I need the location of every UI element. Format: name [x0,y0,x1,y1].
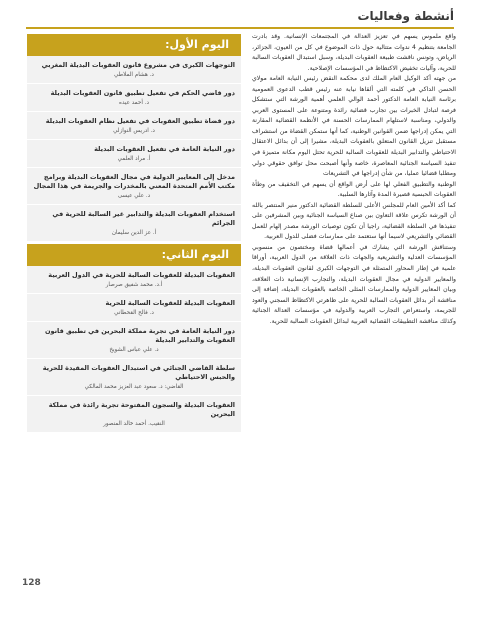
article-paragraph: وستناقش الورشة التي يشارك في أعمالها قضاة ومختصون من منسوبي المؤسسات العدلية والتشريعية والجهات ذات العلاقة من الدول العربية، أوراقا علمية في إطار المحاور المتمثلة في التوجهات الكبرى لقانون العقوبات البديلة، والمعايير الدولية في مجال العقوبات البديلة، والتجارب الإنسانية ذات العلاقة، وبيان المعايير الدولية والممارسات المثلى الخاصة بالعقوبات البديلة، إضافة إلى مناقشة أثر بدائل العقوبات السالبة للحرية على ظاهرتي الاكتظاظ السجني والعود للجريمة، واستعراض التجارب العربية والدولية في مؤسسات العدالة الجنائية وكذلك مناقشة التطبيقات القضائية العربية لبدائل العقوبات السالبة للحرية. [252,243,456,325]
session-item [27,294,241,322]
session-speaker: أ. عز الدين سليمان [111,230,157,236]
session-speaker: د. علي عيسى [117,193,151,199]
session-title: استخدام العقوبات البديلة والتدابير غير السالبة للحرية في الجرائم [52,210,235,227]
session-item [27,396,241,433]
session-speaker: د. أحمد عيده [119,100,149,106]
section-title: أنشطة وفعاليات [357,9,454,23]
session-speaker: د. ادريس النوازلي [113,128,155,134]
session-title: التوجهات الكبرى في مشروع قانون العقوبات البديلة المغربي [41,61,235,69]
article-body [252,32,456,572]
session-speaker: أ.د. محمد شفيق صرصار [105,282,163,288]
session-title: مدخل إلى المعايير الدولية في مجال العقوبات البديلة وبرامج مكتب الأمم المتحدة المعني بالمخدرات والجريمة في هذا المجال [33,173,235,190]
article-paragraph: من جهته أكد الوكيل العام الملك لدى محكمة النقض رئيس النيابة العامة مولاي الحسن الداكي في كلمته التي ألقاها نيابة عنه رئيس قطب الدعوى العمومية برئاسة النيابة العامة الدكتور أحمد الوالي العلمي أهمية الورشة التي ستشكل فرصة لتبادل الخبرات بين تجارب قضائية رائدة ومتنوعة على المستوى العربي والدولي، ومناسبة لاستلهام الممارسات الحسنة في الأنظمة القضائية المقارنة التي يمكن إدراجها ضمن القوانين الوطنية، كما أنها ستمكن القضاة من استشراف مستقبل تنزيل القانون المتعلق بالعقوبات البديلة، مشيرا إلى أن بدائل الاعتقال الاحتياطي والتدابير البديلة للعقوبات السالبة للحرية تحتل اليوم مكانة متميزة في تنفيذ السياسة الجنائية المعاصرة، خاصة وأنها أصبحت محل توافق حقوقي دولي ومطلبا قضائيا عمليا، من شأن إدراجها في التشريعات [252,75,456,178]
session-title: العقوبات البديلة للعقوبات السالبة للحرية في الدول العربية [48,271,235,279]
session-item [27,140,241,168]
session-item [27,266,241,294]
program-sidebar [27,34,241,584]
session-item [27,322,241,359]
session-item [27,205,241,242]
session-title: العقوبات البديلة والسجون المفتوحة تجربة رائدة في مملكة البحرين [48,401,235,418]
page-number: 128 [22,578,41,588]
day2-title: اليوم الثاني: [27,244,241,266]
day1-sessions [27,56,241,242]
session-item [27,359,241,396]
day1-title: اليوم الأول: [27,34,241,56]
session-item [27,84,241,112]
session-title: سلطة القاضي الجنائي في استبدال العقوبات المقيدة للحرية والحبس الاحتياطي [42,364,235,381]
header-divider [26,27,454,29]
session-speaker: د. هشام الملاطي [114,72,154,78]
session-title: دور النيابة العامة في تفعيل العقوبات البديلة [94,145,235,153]
page-header [0,0,480,30]
session-item [27,56,241,84]
session-item [27,168,241,205]
session-title: دور النيابة العامة في تجربة مملكة البحرين في تطبيق قانون العقوبات والتدابير البديلة [44,327,235,344]
article-paragraph: الوطنية والتطبيق الفعلي لها على أرض الواقع أن يسهم في التخفيف من وطأة العقوبات الحبسية قصيرة المدة وآثارها السلبية. [252,180,456,199]
session-item [27,112,241,140]
session-title: دور قاضي الحكم في تفعيل تطبيق قانون العقوبات البديلة [50,89,235,97]
session-speaker: القاضي: د. سعود عبد العزيز محمد المالكي [84,384,184,390]
session-speaker: د. فالح القحطاني [114,310,154,316]
session-title: العقوبات البديلة للعقوبات السالبة للحرية [105,299,235,307]
day2-sessions [27,266,241,433]
article-paragraph: كما أكد الأمين العام للمجلس الأعلى للسلطة القضائية الدكتور منير المنتصر بالله أن الورشة تكرس علاقة التعاون بين صناع السياسة الجنائية وبين المشرفين على تنفيذها في السلطة القضائية، راجيا أن تكون توصيات الورشة مصدر إلهام للعمل القضائي والتشريعي لاسيما أنها ستعتمد على ممارسات فضلى للدول العربية. [252,201,456,241]
session-speaker: النقيب. أحمد خالد المنصور [103,421,165,427]
session-title: دور قضاة تطبيق العقوبات في تفعيل نظام العقوبات البديلة [45,117,235,125]
article-paragraph: واقع ملموس يسهم في تعزيز العدالة في المجتمعات الإنسانية. وقد بادرت الجامعة بتنظيم 4 ندوات متتالية حول ذات الموضوع في كل من العيون، الجزائر، الرياض، وتونس ناقشت طبيعة العقوبات البديلة، وسبل استبدال العقوبات السالبة للحرية، وآليات تخفيض الاكتظاظ في المؤسسات الإصلاحية. [252,33,456,72]
session-speaker: د. علي عباس الشويخ [109,347,159,353]
session-speaker: أ. مراد العلمي [117,156,151,162]
